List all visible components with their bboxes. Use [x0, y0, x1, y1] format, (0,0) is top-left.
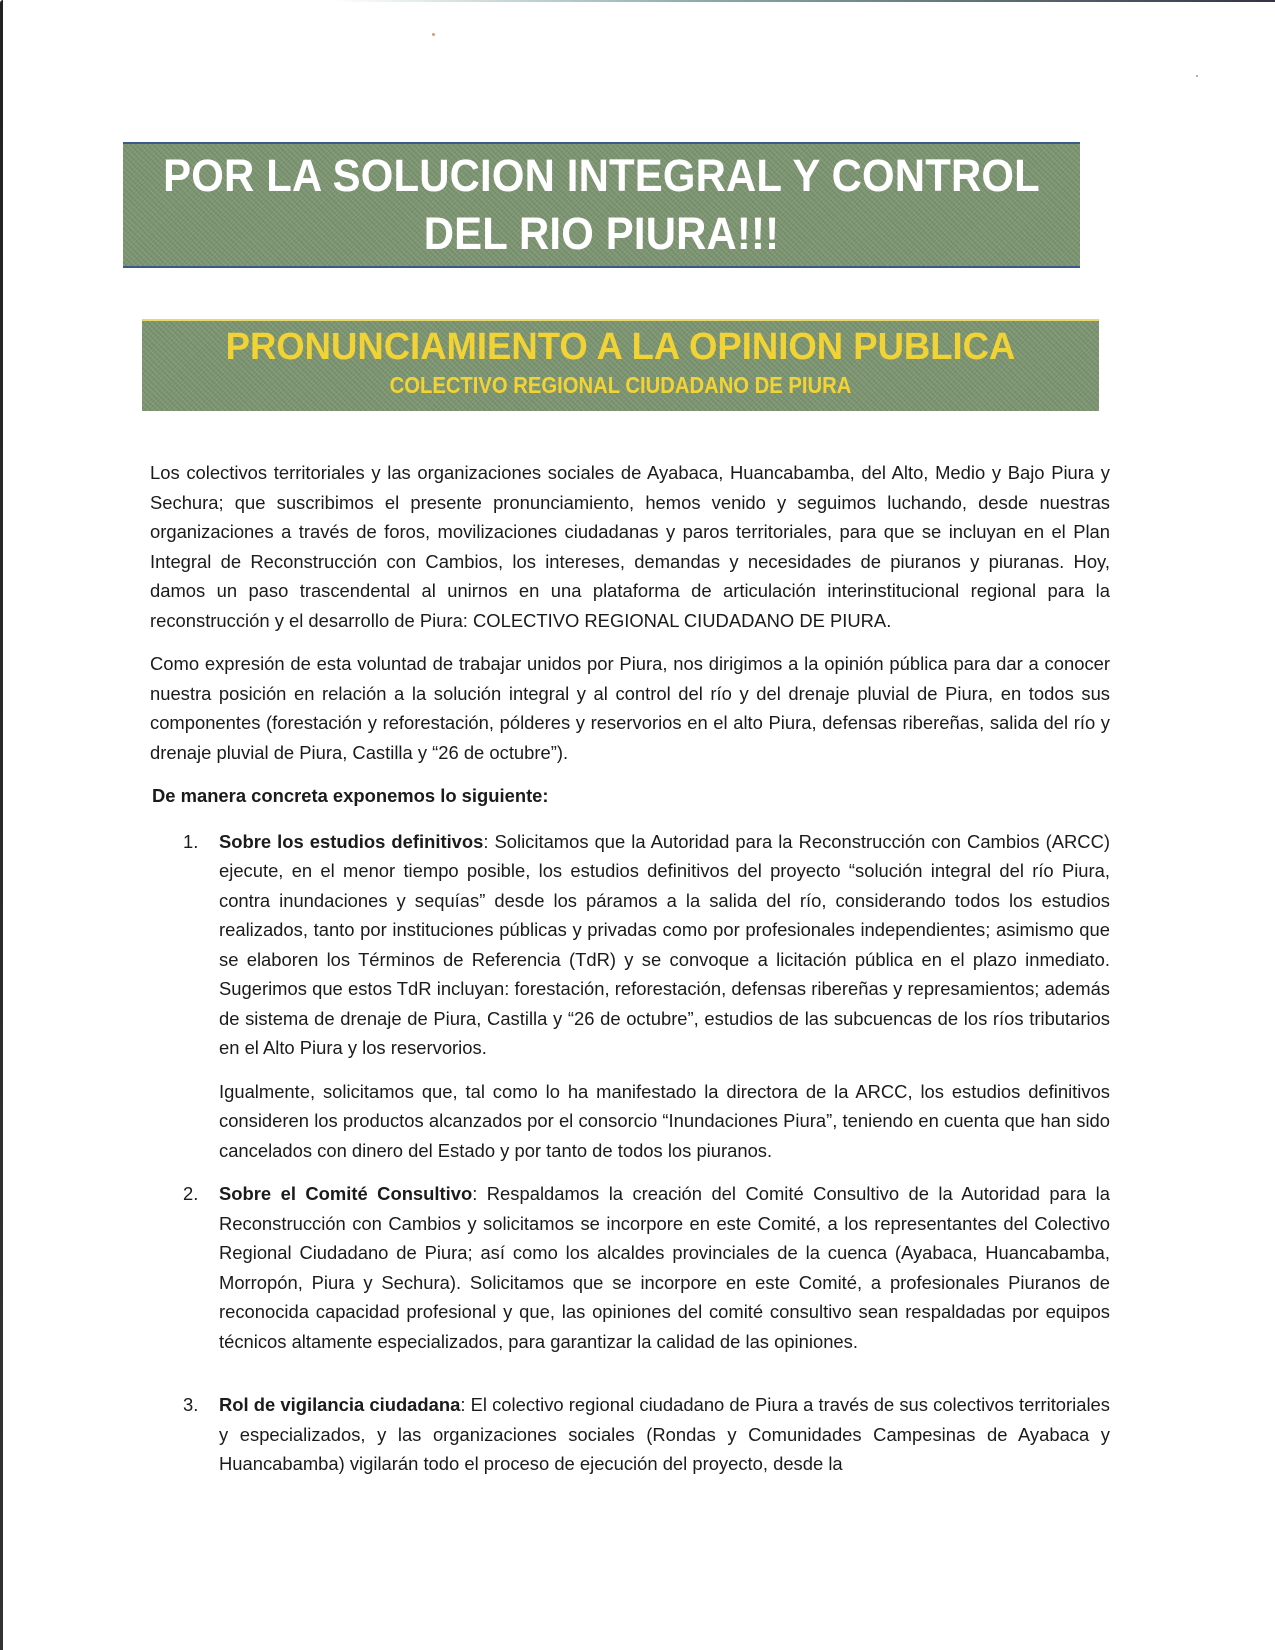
- document-body: [150, 458, 1110, 1493]
- title-banner: [123, 142, 1080, 268]
- point-body: [219, 827, 1110, 1063]
- subtitle-main: PRONUNCIAMIENTO A LA OPINION PUBLICA: [225, 326, 1016, 368]
- point-text: : Solicitamos que la Autoridad para la Reconstrucción con Cambios (ARCC) ejecute, en el menor tiempo posible, los estudios definitivos del proyecto “solución integral del río Piura, contra inundaciones y sequías” desde los páramos a la salida del río, considerando todos los estudios realizados, tanto por instituciones públicas y privadas como por profesionales independientes; asimismo que se elaboren los Términos de Referencia (TdR) y se convoque a licitación pública en el plazo inmediato. Sugerimos que estos TdR incluyan: forestación, reforestación, defensas ribereñas y represamientos; además de sistema de drenaje de Piura, Castilla y “26 de octubre”, estudios de las subcuencas de los ríos tributarios en el Alto Piura y los reservorios.: [219, 830, 1110, 1058]
- list-item-estudios-definitivos: [150, 827, 1110, 1166]
- point-text: : Respaldamos la creación del Comité Consultivo de la Autoridad para la Reconstrucción con Cambios y solicitamos se incorpore en este Comité, a los representantes del Colectivo Regional Ciudadano de Piura; así como los alcaldes provinciales de la cuenca (Ayabaca, Huancabamba, Morropón, Piura y Sechura). Solicitamos que se incorpore en este Comité, a profesionales Piuranos de reconocida capacidad profesional y que, las opiniones del comité consultivo sean respaldadas por equipos técnicos altamente especializados, para garantizar la calidad de las opiniones.: [219, 1183, 1110, 1352]
- intro-paragraph-2: Como expresión de esta voluntad de trabajar unidos por Piura, nos dirigimos a la opinión pública para dar a conocer nuestra posición en relación a la solución integral y al control del río y del drenaje pluvial de Piura, en todos sus componentes (forestación y reforestación, pólderes y reservorios en el alto Piura, defensas ribereñas, salida del río y drenaje pluvial de Piura, Castilla y “26 de octubre”).: [150, 653, 1110, 763]
- point-lead: Sobre los estudios definitivos: [219, 830, 484, 852]
- scan-edge-left: [0, 0, 3, 1650]
- point-body: [219, 1390, 1110, 1479]
- subtitle-banner: [142, 319, 1099, 411]
- point-lead: Sobre el Comité Consultivo: [219, 1183, 473, 1204]
- point-lead: Rol de vigilancia ciudadana: [219, 1394, 461, 1415]
- point-body: [219, 1179, 1110, 1356]
- points-list: [150, 827, 1110, 1479]
- title-line-2: DEL RIO PIURA!!!: [423, 208, 780, 259]
- intro-paragraph-1: Los colectivos territoriales y las organizaciones sociales de Ayabaca, Huancabamba, del Alto, Medio y Bajo Piura y Sechura; que suscribimos el presente pronunciamiento, hemos venido y seguimos luchando, desde nuestras organizaciones a través de foros, movilizaciones ciudadanas y paros territoriales, para que se incluyan en el Plan Integral de Reconstrucción con Cambios, los intereses, demandas y necesidades de piuranos y piuranas. Hoy, damos un paso trascendental al unirnos en una plataforma de articulación interinstitucional regional para la reconstrucción y el desarrollo de Piura: COLECTIVO REGIONAL CIUDADANO DE PIURA.: [150, 462, 1110, 631]
- scan-speck: [1196, 75, 1198, 77]
- point-text: : El colectivo regional ciudadano de Piura a través de sus colectivos territoriales y especializados, y las organizaciones sociales (Rondas y Comunidades Campesinas de Ayabaca y Huancabamba) vigilarán todo el proceso de ejecución del proyecto, desde la: [219, 1394, 1110, 1474]
- scan-speck: [432, 33, 435, 36]
- list-intro-heading: De manera concreta exponemos lo siguiente:: [152, 785, 549, 806]
- scan-edge-top: [330, 0, 1275, 2]
- spacer: [219, 1356, 1110, 1376]
- title-line-1: POR LA SOLUCION INTEGRAL Y CONTROL: [163, 150, 1040, 201]
- list-item-vigilancia-ciudadana: [150, 1390, 1110, 1479]
- subtitle-organization: COLECTIVO REGIONAL CIUDADANO DE PIURA: [389, 372, 852, 398]
- point-number: 3.: [183, 1394, 199, 1415]
- point-extra-paragraph: Igualmente, solicitamos que, tal como lo ha manifestado la directora de la ARCC, los estudios definitivos consideren los productos alcanzados por el consorcio “Inundaciones Piura”, teniendo en cuenta que han sido cancelados con dinero del Estado y por tanto de todos los piuranos.: [219, 1080, 1110, 1161]
- point-number: 2.: [183, 1183, 199, 1204]
- list-item-comite-consultivo: [150, 1179, 1110, 1376]
- point-number: 1.: [183, 830, 199, 852]
